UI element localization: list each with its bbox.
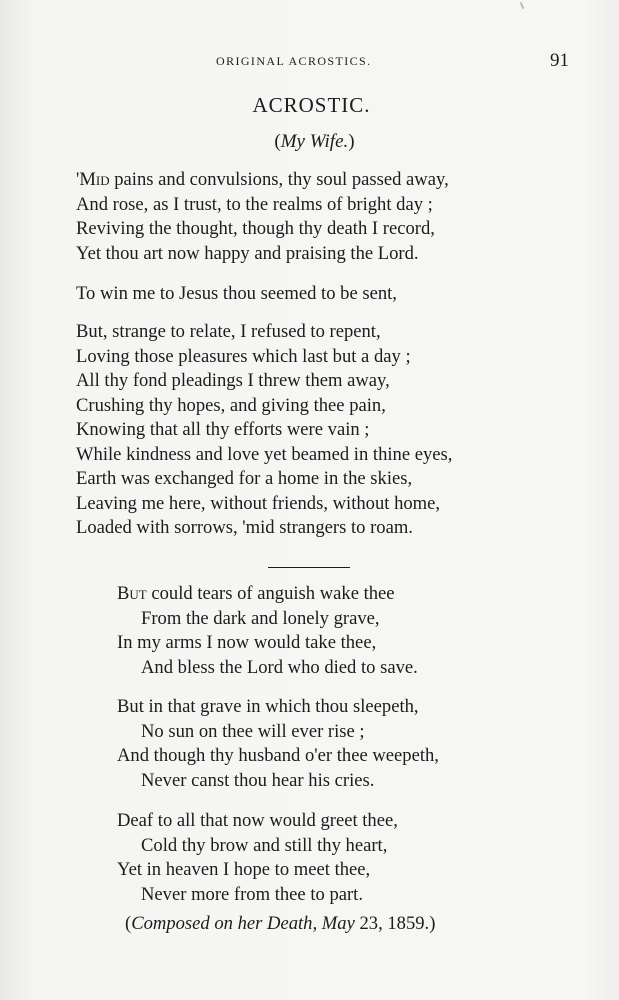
verse-line-rest: pains and convulsions, thy soul passed away, — [109, 169, 449, 190]
verse-line: Earth was exchanged for a home in the skies, — [76, 468, 413, 489]
note-composed: Composed on her Death, — [131, 913, 318, 934]
verse-line: And bless the Lord who died to save. — [141, 656, 418, 678]
verse-line: Never canst thou hear his cries. — [141, 769, 375, 791]
verse-line: But in that grave in which thou sleepeth, — [117, 696, 419, 717]
first-word-small-caps: 'Mid — [76, 169, 110, 190]
poem-subtitle — [0, 131, 619, 153]
running-title: ORIGINAL ACROSTICS. — [216, 54, 372, 68]
verse-line: But, strange to relate, I refused to repent, — [76, 321, 381, 342]
verse-line: Leaving me here, without friends, without home, — [76, 492, 441, 514]
verse-line: Crushing thy hopes, and giving thee pain, — [76, 394, 386, 416]
acrostic-stanza-2 — [76, 282, 596, 307]
verse-line: To win me to Jesus thou seemed to be sent, — [76, 283, 397, 304]
verse-line: All thy fond pleadings I threw them away, — [76, 370, 390, 391]
section-divider — [268, 567, 350, 568]
verse-line: No sun on thee will ever rise ; — [141, 720, 365, 742]
verse-line — [76, 168, 596, 193]
note-open-paren: ( — [125, 913, 132, 934]
poem-stanza-3 — [117, 809, 619, 907]
verse-line: Yet in heaven I hope to meet thee, — [117, 859, 371, 880]
verse-line: Never more from thee to part. — [141, 883, 363, 905]
verse-line — [117, 582, 619, 607]
verse-line: Loving those pleasures which last but a day ; — [76, 345, 411, 367]
poem-stanza-2 — [117, 695, 619, 793]
poem-stanza-1 — [117, 582, 619, 680]
first-word-small-caps: But — [117, 583, 147, 604]
note-date: 23, 1859. — [354, 913, 430, 934]
subtitle-open-paren: ( — [274, 131, 281, 152]
verse-line: Yet thou art now happy and praising the Lord. — [76, 242, 419, 264]
verse-line-rest: could tears of anguish wake thee — [146, 583, 395, 604]
verse-line: Deaf to all that now would greet thee, — [117, 810, 398, 831]
subtitle-close-paren: ) — [348, 131, 355, 152]
composition-note — [125, 913, 435, 935]
verse-line: And rose, as I trust, to the realms of bright day ; — [76, 193, 433, 215]
verse-line: While kindness and love yet beamed in thine eyes, — [76, 443, 453, 465]
acrostic-stanza-1 — [76, 168, 596, 266]
running-head — [0, 51, 619, 71]
note-close-paren: ) — [429, 913, 436, 934]
acrostic-stanza-3 — [76, 320, 596, 541]
verse-line: Cold thy brow and still thy heart, — [141, 834, 388, 856]
poem-title: ACROSTIC. — [252, 93, 371, 117]
subtitle-text: My Wife. — [280, 131, 349, 152]
verse-line: Loaded with sorrows, 'mid strangers to roam. — [76, 517, 413, 538]
verse-line: Reviving the thought, though thy death I record, — [76, 218, 435, 239]
note-month: May — [321, 913, 355, 934]
verse-line: Knowing that all thy efforts were vain ; — [76, 419, 370, 440]
page-number: 91 — [550, 50, 569, 71]
verse-line: And though thy husband o'er thee weepeth, — [117, 745, 439, 766]
verse-line: From the dark and lonely grave, — [141, 607, 380, 629]
scan-speck — [520, 2, 525, 9]
verse-line: In my arms I now would take thee, — [117, 632, 377, 653]
